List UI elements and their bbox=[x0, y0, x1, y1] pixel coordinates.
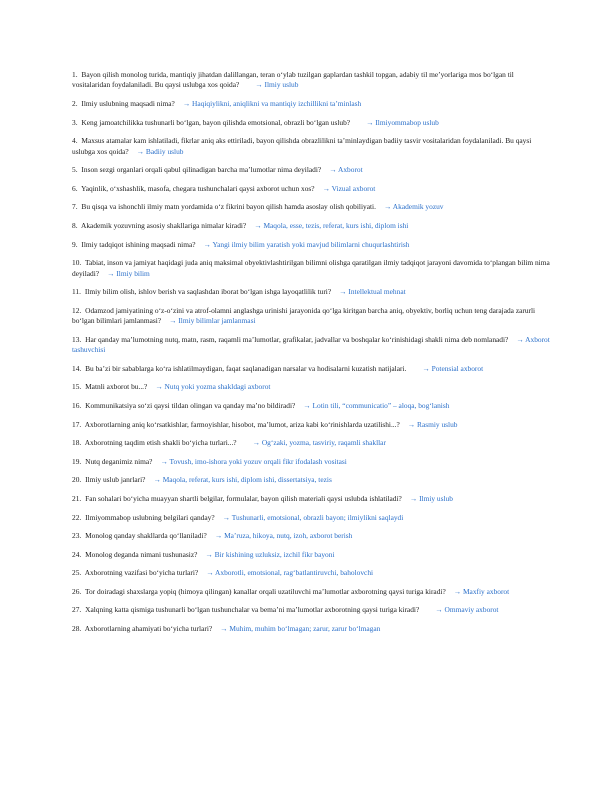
list-item bbox=[72, 587, 550, 597]
answer-text: → Lotin tili, “communicatio” – aloqa, bog‘lanish bbox=[303, 400, 450, 410]
question-text: Axborotlarning aniq ko‘rsatkishlar, farmoyishlar, hisobot, ma’lumot, ariza kabi ko‘rinishlarda uzatilishi...? bbox=[84, 419, 400, 429]
answer-text: → Yangi ilmiy bilim yaratish yoki mavjud bilimlarni chuqurlashtirish bbox=[203, 239, 410, 249]
item-number: 21. bbox=[72, 493, 82, 503]
question-text: Yaqinlik, o‘xshashlik, masofa, chegara tushunchalari qaysi axborot uchun xos? bbox=[81, 183, 315, 193]
list-item bbox=[72, 258, 550, 279]
list-item bbox=[72, 364, 550, 374]
item-number: 20. bbox=[72, 475, 82, 485]
question-text: Monolog qanday shakllarda qo‘llaniladi? bbox=[85, 531, 207, 541]
item-number: 13. bbox=[72, 334, 82, 344]
list-item bbox=[72, 457, 550, 467]
answer-text: → Potensial axborot bbox=[422, 363, 484, 373]
item-number: 28. bbox=[72, 624, 82, 634]
answer-text: → Og‘zaki, yozma, tasviriy, raqamli shakllar bbox=[252, 438, 386, 448]
list-item bbox=[72, 550, 550, 560]
list-item bbox=[72, 202, 550, 212]
list-item bbox=[72, 494, 550, 504]
answer-text: → Ilmiy bilimlar jamlanmasi bbox=[169, 316, 256, 326]
item-number: 8. bbox=[72, 220, 78, 230]
question-text: Fan sohalari bo‘yicha muayyan shartli belgilar, formulalar, bayon qilish materiali qaysi uslubda ishlatiladi? bbox=[85, 493, 402, 503]
answer-text: → Haqiqiylikni, aniqlikni va mantiqiy izchillikni ta’minlash bbox=[182, 99, 362, 108]
item-number: 5. bbox=[72, 165, 78, 175]
answer-text: → Maqola, esse, tezis, referat, kurs ishi, diplom ishi bbox=[254, 220, 409, 230]
question-text: Kommunikatsiya so‘zi qaysi tildan olingan va qanday ma’no bildiradi? bbox=[85, 400, 296, 410]
question-text: Xalqning katta qismiga tushunarli bo‘lgan tushunchalar va bema’ni ma’lumotlar axborotning qaysi turiga kiradi? bbox=[85, 605, 420, 615]
answer-text: → Ilmiy uslub bbox=[409, 493, 453, 503]
item-number: 16. bbox=[72, 400, 82, 410]
answer-text: → Ilmiy bilim bbox=[107, 268, 150, 278]
question-text: Ilmiy bilim olish, ishlov berish va saqlashdan iborat bo‘lgan ishga layoqatlilik turi? bbox=[84, 287, 332, 297]
question-text: Keng jamoatchilikka tushunarli bo‘lgan, bayon qilishda emotsional, obrazli bo‘lgan uslub? bbox=[81, 117, 351, 127]
answer-text: → Tovush, imo-ishora yoki yozuv orqali fikr ifodalash vositasi bbox=[160, 456, 347, 466]
question-text: Ilmiyommabop uslubning belgilari qanday? bbox=[85, 512, 215, 522]
item-number: 3. bbox=[72, 117, 78, 127]
item-number: 12. bbox=[72, 305, 82, 315]
answer-text: → Intellektual mehnat bbox=[339, 287, 406, 297]
item-number: 6. bbox=[72, 183, 78, 193]
question-text: Akademik yozuvning asosiy shakllariga nimalar kiradi? bbox=[81, 220, 247, 230]
answer-text: → Rasmiy uslub bbox=[407, 419, 458, 429]
answer-text: → Bir kishining uzluksiz, izchil fikr bayoni bbox=[205, 549, 335, 559]
question-text: Axborotlarning ahamiyati bo‘yicha turlari? bbox=[84, 624, 213, 634]
answer-text: → Maxfiy axborot bbox=[453, 586, 510, 596]
list-item bbox=[72, 401, 550, 411]
list-item bbox=[72, 382, 550, 392]
list-item bbox=[72, 70, 550, 91]
list-item bbox=[72, 513, 550, 523]
list-item bbox=[72, 531, 550, 541]
answer-text: → Axborot bbox=[329, 165, 363, 175]
question-text: Bu ba’zi bir sabablarga ko‘ra ishlatilmaydigan, faqat saqlanadigan narsalar va hodisalarni kuzatish natijalari. bbox=[85, 363, 407, 373]
list-item bbox=[72, 136, 550, 157]
item-number: 22. bbox=[72, 512, 82, 522]
item-number: 14. bbox=[72, 363, 82, 373]
list-item bbox=[72, 287, 550, 297]
answer-text: → Muhim, muhim bo‘lmagan; zarur, zarur bo‘lmagan bbox=[220, 624, 381, 634]
answer-text: → Ma’ruza, hikoya, nutq, izoh, axborot berish bbox=[214, 531, 353, 541]
item-number: 27. bbox=[72, 605, 82, 615]
list-item bbox=[72, 306, 550, 327]
question-text: Odamzod jamiyatining o‘z-o‘zini va atrof-olamni anglashga urinishi jarayonida qo‘lga kiritgan barcha aniq, obyektiv, borliq uchun teng darajada zarurli bo‘lgan bilimlari jamlanmasi? bbox=[72, 305, 536, 326]
answer-text: → Axborot tashuvchisi bbox=[72, 334, 550, 355]
list-item bbox=[72, 335, 550, 356]
item-number: 19. bbox=[72, 456, 82, 466]
item-number: 18. bbox=[72, 438, 82, 448]
item-number: 1. bbox=[72, 70, 78, 79]
answer-text: → Maqola, referat, kurs ishi, diplom ishi, dissertatsiya, tezis bbox=[153, 475, 332, 485]
list-item bbox=[72, 420, 550, 430]
answer-text: → Tushunarli, emotsional, obrazli bayon; ilmiylikni saqlaydi bbox=[222, 512, 404, 522]
question-text: Tabiat, inson va jamiyat haqidagi juda aniq maksimal obyektivlashtirilgan bilimni olishga qaratilgan ilmiy tadqiqot jarayoni davomida to‘plangan bilim nima deyiladi? bbox=[72, 258, 550, 278]
list-item bbox=[72, 184, 550, 194]
list-item bbox=[72, 624, 550, 634]
question-text: Maxsus atamalar kam ishlatiladi, fikrlar aniq aks ettiriladi, bayon qilishda obrazlilikni ta’minlaydigan badiiy tasvir vositalaridan foydalaniladi. Bu qaysi uslubga xos qoida? bbox=[72, 136, 532, 156]
answer-text: → Vizual axborot bbox=[322, 183, 376, 193]
question-text: Matnli axborot bu...? bbox=[85, 382, 148, 392]
list-item bbox=[72, 165, 550, 175]
item-number: 10. bbox=[72, 258, 82, 268]
answer-text: → Ilmiy uslub bbox=[255, 80, 299, 90]
item-number: 26. bbox=[72, 586, 82, 596]
question-text: Ilmiy uslub janrlari? bbox=[85, 475, 146, 485]
question-text: Inson sezgi organlari orqali qabul qilinadigan barcha ma’lumotlar nima deyiladi? bbox=[81, 165, 322, 175]
answer-text: → Axborotli, emotsional, rag‘batlantiruvchi, baholovchi bbox=[206, 568, 374, 578]
answer-text: → Nutq yoki yozma shakldagi axborot bbox=[155, 382, 271, 392]
item-number: 23. bbox=[72, 531, 82, 541]
answer-text: → Ommaviy axborot bbox=[435, 605, 499, 615]
question-text: Nutq deganimiz nima? bbox=[85, 456, 153, 466]
answer-text: → Badiiy uslub bbox=[136, 146, 184, 156]
list-item bbox=[72, 118, 550, 128]
question-text: Axborotning vazifasi bo‘yicha turlari? bbox=[84, 568, 199, 578]
list-item bbox=[72, 438, 550, 448]
list-item bbox=[72, 605, 550, 615]
question-text: Ilmiy uslubning maqsadi nima? bbox=[81, 99, 175, 108]
item-number: 7. bbox=[72, 202, 78, 212]
item-number: 17. bbox=[72, 419, 82, 429]
question-text: Monolog deganda nimani tushunasiz? bbox=[85, 549, 198, 559]
answer-text: → Ilmiyommabop uslub bbox=[366, 117, 439, 127]
item-number: 25. bbox=[72, 568, 82, 578]
item-number: 11. bbox=[72, 287, 81, 297]
list-item bbox=[72, 240, 550, 250]
question-text: Tor doiradagi shaxslarga yopiq (himoya qilingan) kanallar orqali uzatiluvchi ma’lumotlar axborotning qaysi turiga kiradi? bbox=[84, 586, 446, 596]
question-text: Ilmiy tadqiqot ishining maqsadi nima? bbox=[81, 239, 196, 249]
question-text: Axborotning taqdim etish shakli bo‘yicha turlari...? bbox=[84, 438, 237, 448]
item-number: 24. bbox=[72, 549, 82, 559]
question-text: Bu qisqa va ishonchli ilmiy matn yordamida o‘z fikrini bayon qilish hamda asoslay olish qobiliyati. bbox=[81, 202, 376, 212]
item-number: 9. bbox=[72, 239, 78, 249]
item-number: 4. bbox=[72, 136, 78, 146]
list-item bbox=[72, 221, 550, 231]
item-number: 15. bbox=[72, 382, 82, 392]
list-item bbox=[72, 99, 550, 109]
answer-text: → Akademik yozuv bbox=[383, 202, 444, 212]
item-number: 2. bbox=[72, 99, 78, 108]
question-text: Bayon qilish monolog turida, mantiqiy jihatdan dalillangan, teran o‘ylab tuzilgan gaplardan tashkil topgan, adabiy til me’yorlariga mos bo‘lgan til vositalaridan foydalaniladi. Bu qaysi uslubga xos qoida? bbox=[72, 70, 514, 90]
question-list bbox=[72, 70, 550, 643]
list-item bbox=[72, 568, 550, 578]
question-text: Har qanday ma’lumotning nutq, matn, rasm, raqamli ma’lumotlar, grafikalar, jadvallar va boshqalar ko‘rinishidagi shakli nima deb nomlanadi? bbox=[85, 334, 509, 344]
list-item bbox=[72, 475, 550, 485]
